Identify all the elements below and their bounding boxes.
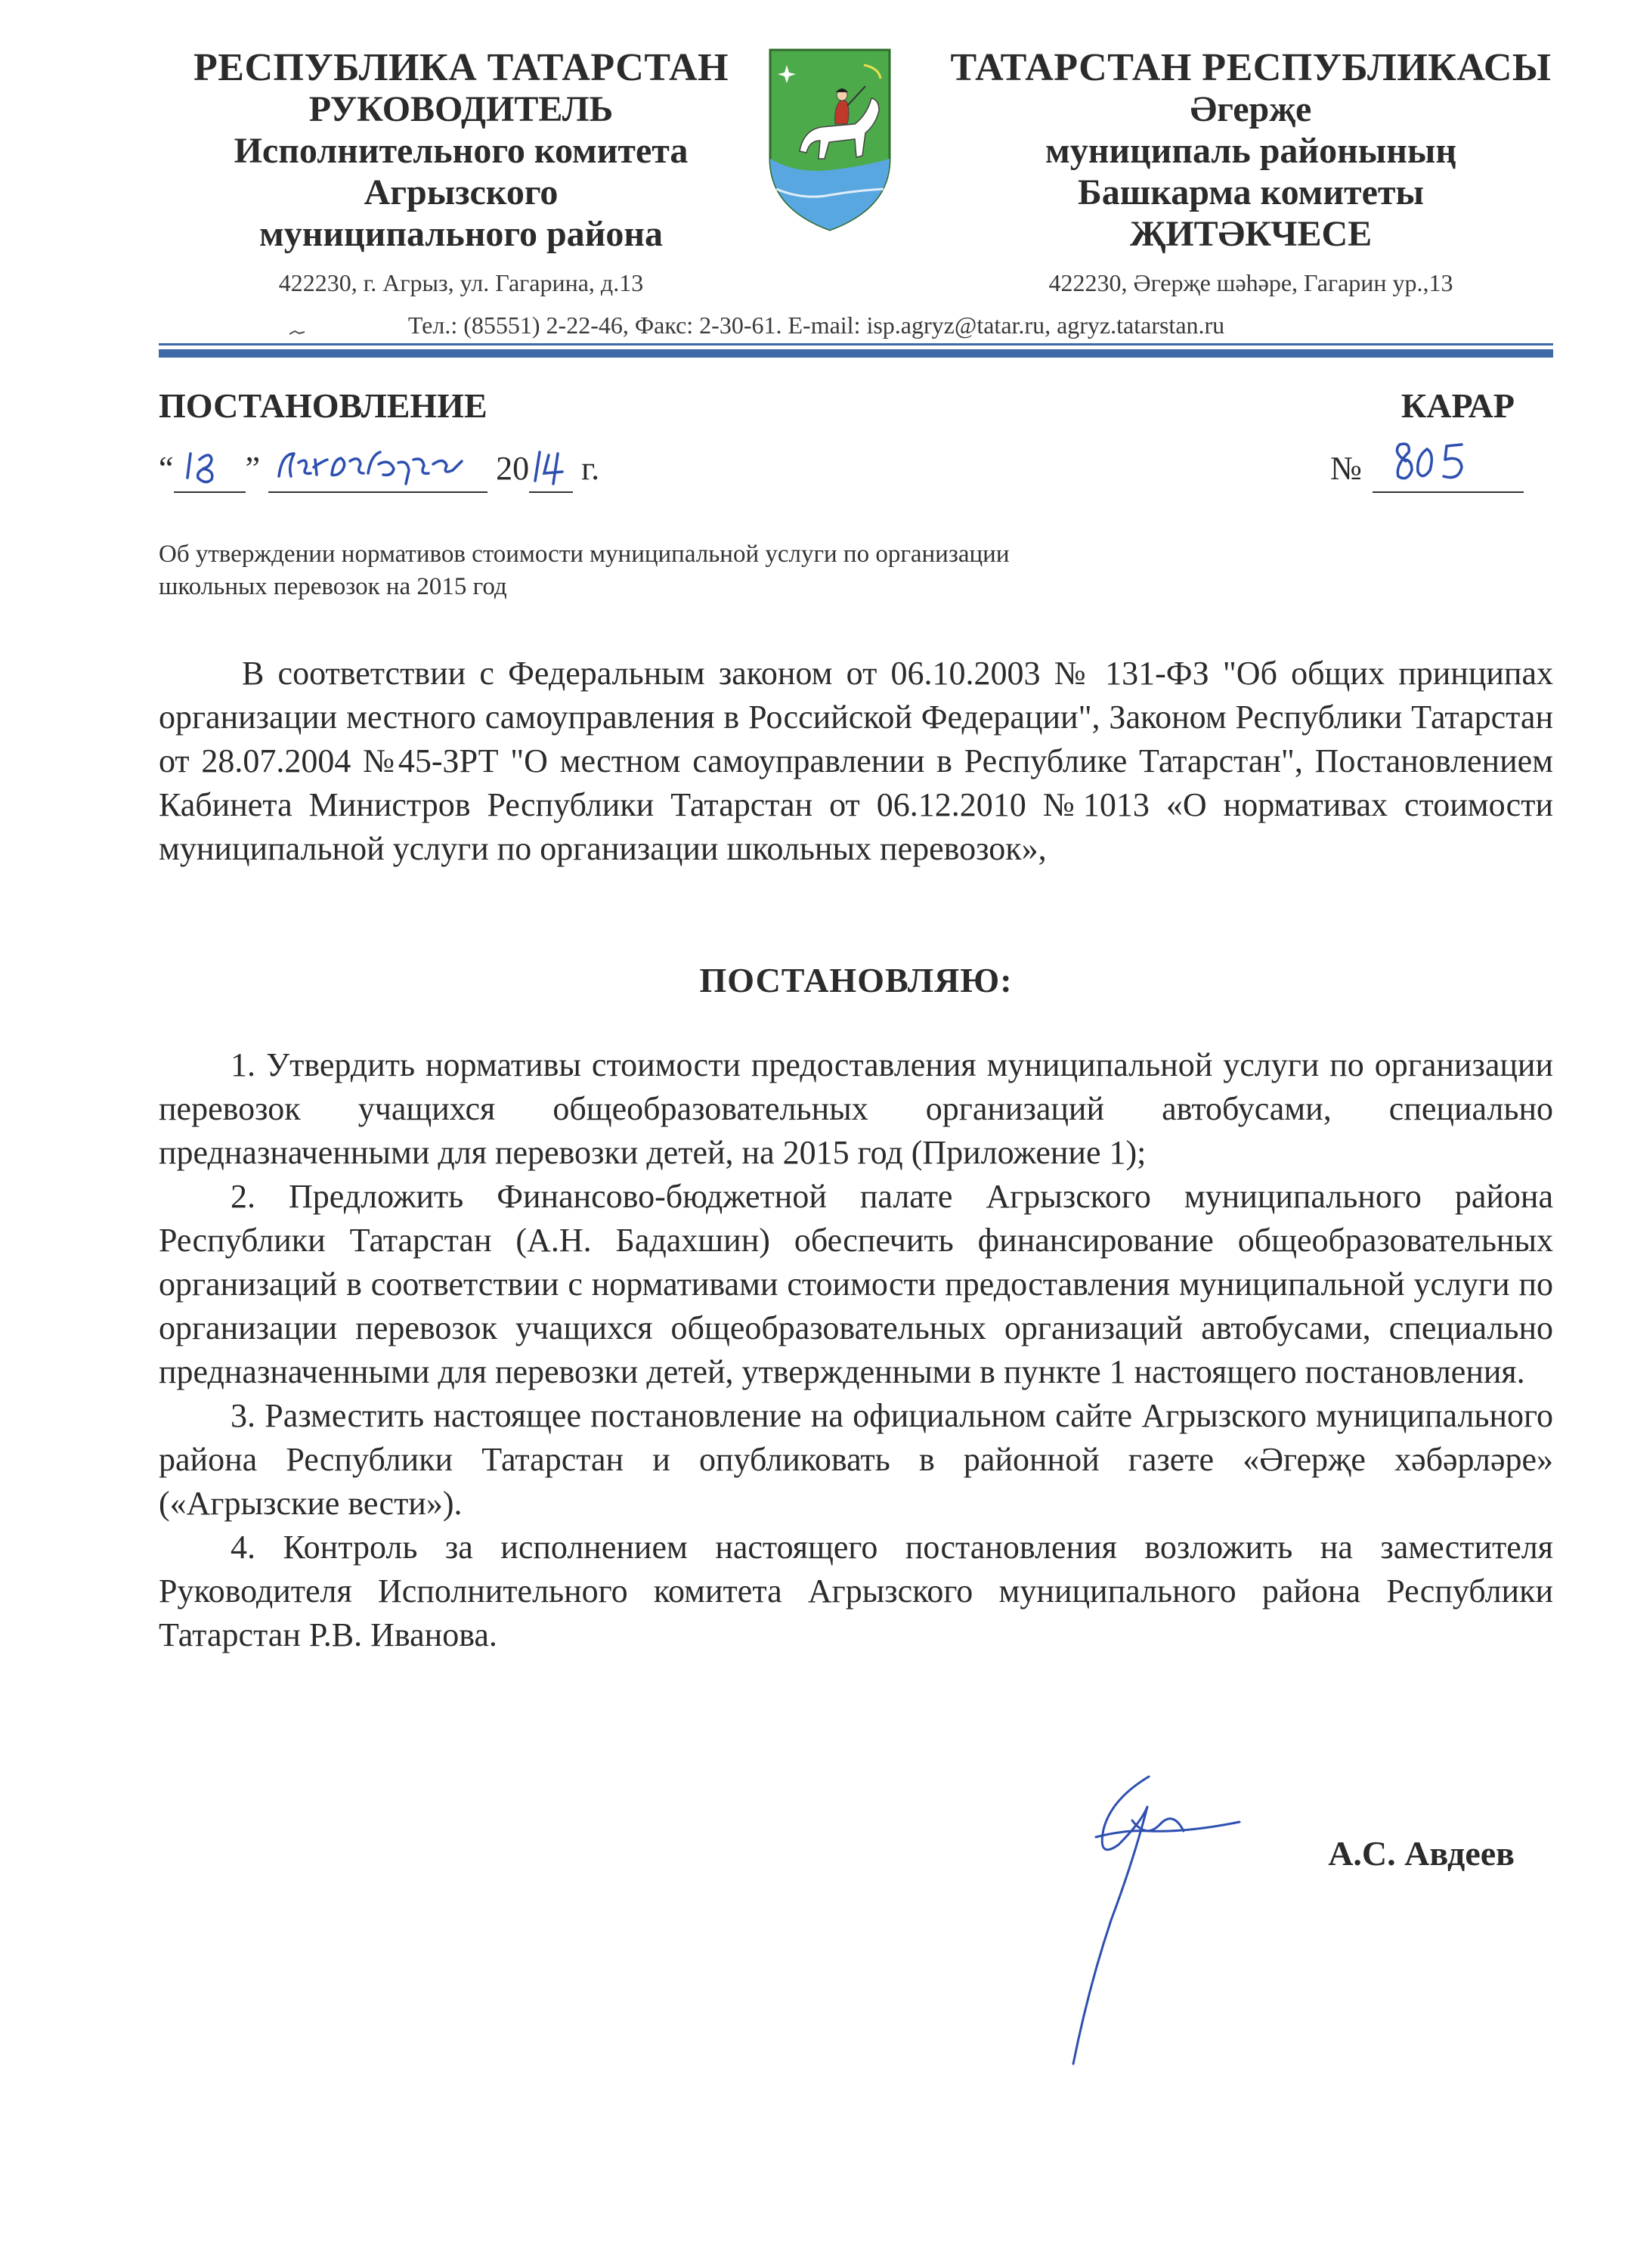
date-day-handwriting	[174, 440, 246, 490]
letterhead-right-line: Башкарма комитеты	[1078, 172, 1424, 212]
letterhead-right-line: Әгерҗе	[1190, 89, 1312, 129]
letterhead-left-line: Исполнительного комитета	[234, 131, 689, 171]
date-quote-open: “	[159, 450, 174, 487]
header-rule-thick	[159, 349, 1553, 358]
signer-name: А.С. Авдеев	[1328, 1834, 1515, 1873]
contact-line: Тел.: (85551) 2-22-46, Факс: 2-30-61. E-mail: isp.agryz@tatar.ru, agryz.tatarstan.ru	[407, 311, 1225, 339]
letterhead-right-line: ҖИТӘКЧЕСЕ	[1129, 214, 1373, 254]
date-month-handwriting	[268, 437, 487, 490]
document-date	[159, 446, 599, 493]
date-year-handwriting	[529, 440, 573, 490]
letterhead-left-line: РЕСПУБЛИКА ТАТАРСТАН	[193, 46, 729, 89]
address-left: 422230, г. Агрыз, ул. Гагарина, д.13	[278, 269, 644, 296]
document-number	[1330, 446, 1524, 493]
letterhead-left-line: РУКОВОДИТЕЛЬ	[308, 89, 614, 129]
date-year-field	[529, 446, 573, 493]
coat-of-arms-icon	[766, 45, 894, 234]
letterhead-left-line: муниципального района	[259, 214, 663, 254]
letterhead-right-line: ТАТАРСТАН РЕСПУБЛИКАСЫ	[950, 46, 1552, 89]
letterhead-right	[949, 47, 1553, 255]
date-day-field	[174, 446, 246, 493]
letterhead-right-line: муниципаль районының	[1045, 131, 1456, 171]
document-subject: Об утверждении нормативов стоимости муниципальной услуги по организации школьных перевозок на 2015 год	[159, 541, 1010, 600]
date-month-field	[268, 446, 487, 493]
decree-item: 4. Контроль за исполнением настоящего постановления возложить на заместителя Руководителя Исполнительного комитета Агрызского муниципального района Республики Татарстан Р.В. Иванова.	[159, 1529, 1553, 1653]
handwritten-signature	[998, 1746, 1285, 2102]
decree-heading: ПОСТАНОВЛЯЮ:	[699, 961, 1013, 999]
scan-mark-icon	[289, 330, 305, 336]
decree-item: 1. Утвердить нормативы стоимости предоставления муниципальной услуги по организации перевозок учащихся общеобразовательных организаций автобусами, специально предназначенными для перевозки детей, на 2015 год (Приложение 1);	[159, 1046, 1553, 1171]
number-label: №	[1330, 450, 1362, 487]
address-right: 422230, Әгерҗе шәһәре, Гагарин ур.,13	[1048, 269, 1453, 296]
preamble-paragraph: В соответствии с Федеральным законом от 06.10.2003 № 131-ФЗ "Об общих принципах организации местного самоуправления в Российской Федерации", Законом Республики Татарстан от 28.07.2004 №45-ЗРТ "О местном самоуправлении в Республике Татарстан", Постановлением Кабинета Министров Республики Татарстан от 06.12.2010 №1013 «О нормативах стоимости муниципальной услуги по организации школьных перевозок»,	[159, 655, 1553, 867]
date-quote-close: ”	[245, 450, 261, 487]
letterhead-left-line: Агрызского	[364, 172, 559, 212]
decree-item: 2. Предложить Финансово-бюджетной палате Агрызского муниципального района Республики Татарстан (А.Н. Бадахшин) обеспечить финансирование общеобразовательных организаций в соответствии с нормативами стоимости предоставления муниципальной услуги по организации перевозок учащихся общеобразовательных организаций автобусами, специально предназначенными для перевозки детей, утвержденными в пункте 1 настоящего постановления.	[159, 1178, 1553, 1390]
document-type-ru: ПОСТАНОВЛЕНИЕ	[159, 386, 487, 425]
decree-item: 3. Разместить настоящее постановление на официальном сайте Агрызского муниципального района Республики Татарстан и опубликовать в районной газете «Әгерҗе хәбәрләре» («Агрызские вести»).	[159, 1397, 1553, 1522]
number-handwriting	[1373, 437, 1524, 490]
header-rule-thin	[159, 343, 1553, 345]
decree-items	[159, 1043, 1553, 1657]
number-field	[1373, 446, 1524, 493]
letterhead-left	[181, 47, 741, 255]
date-year-prefix: 20	[496, 450, 530, 487]
document-type-tt: КАРАР	[1401, 386, 1515, 425]
date-year-unit: г.	[581, 450, 600, 487]
